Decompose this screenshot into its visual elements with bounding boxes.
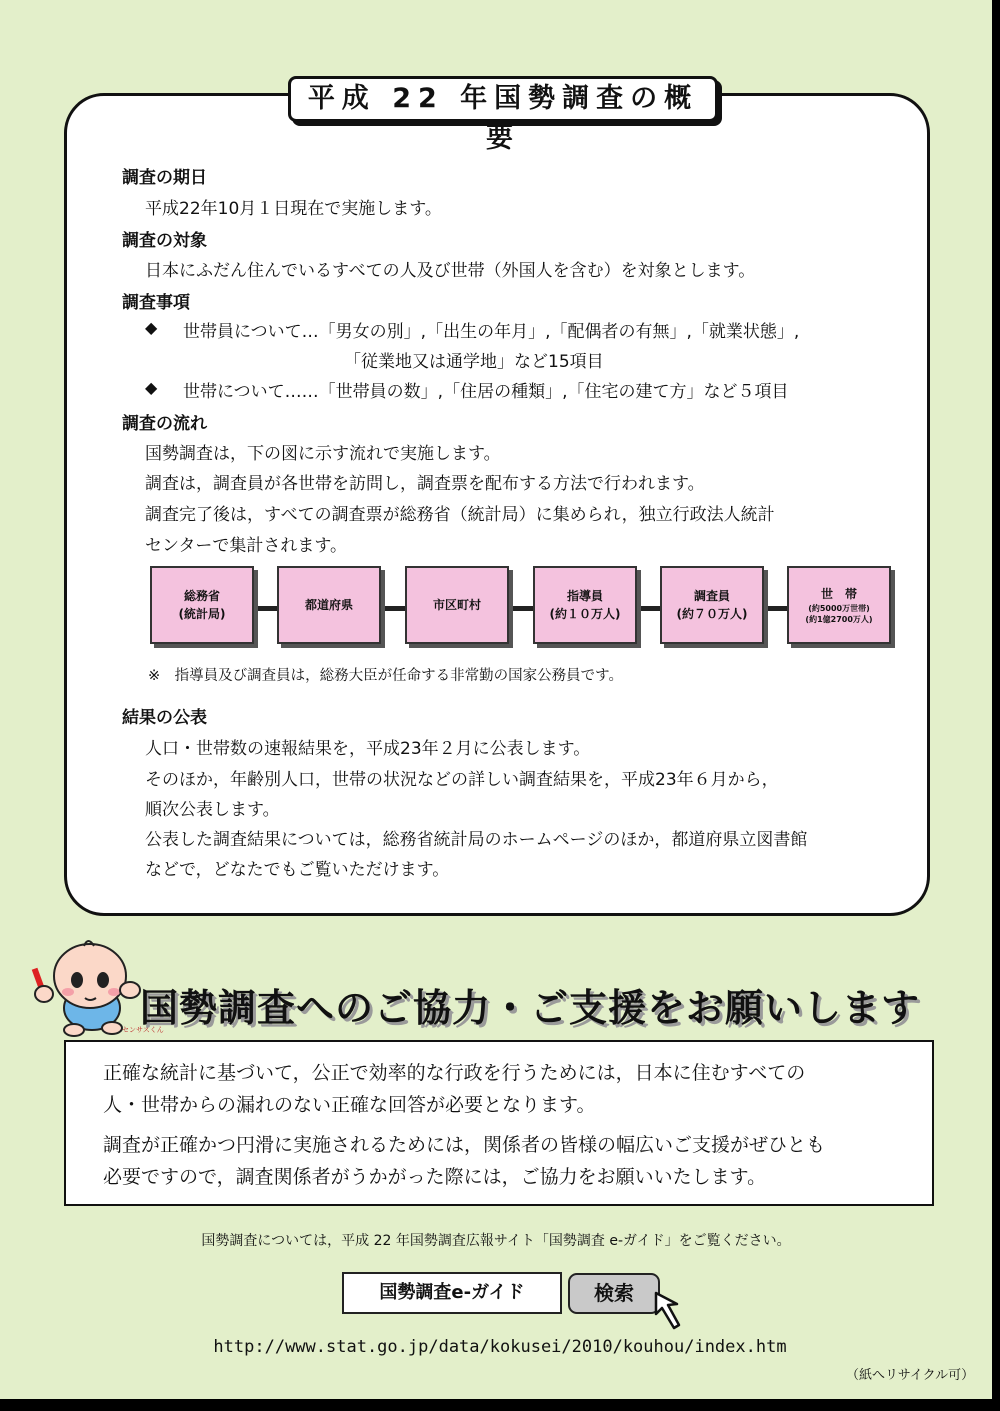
household-items-line: 世帯について……「世帯員の数」,「住居の種類」,「住宅の建て方」など５項目 — [183, 382, 789, 402]
flow-box-label: 市区町村 — [432, 598, 481, 612]
site-url[interactable]: http://www.stat.go.jp/data/kokusei/2010/kouhou/index.htm — [213, 1337, 787, 1357]
schedule-heading: 調査の期日 — [122, 168, 207, 188]
results-text: 順次公表します。 — [145, 800, 280, 820]
target-heading: 調査の対象 — [122, 231, 207, 251]
flow-box-supervisor — [533, 566, 637, 644]
results-heading: 結果の公表 — [122, 708, 207, 728]
schedule-text: 平成22年10月１日現在で実施します。 — [145, 199, 442, 219]
recycle-note: （紙へリサイクル可） — [846, 1368, 975, 1383]
flow-box-label: 総務省 — [183, 589, 220, 603]
flow-box-sub: (約１０万人) — [549, 607, 621, 621]
search-input[interactable]: 国勢調査e-ガイド — [342, 1272, 562, 1314]
message-text: 人・世帯からの漏れのない正確な回答が必要となります。 — [103, 1094, 596, 1116]
member-items-line2: 「従業地又は通学地」など15項目 — [344, 352, 604, 372]
diamond-bullet-icon: ◆ — [145, 318, 158, 337]
flow-box-label: 世 帯 — [820, 586, 857, 601]
flow-box-prefecture — [277, 566, 381, 644]
message-text: 調査が正確かつ円滑に実施されるためには，関係者の皆様の幅広いご支援がぜひとも — [103, 1134, 826, 1156]
results-text: 公表した調査結果については，総務省統計局のホームページのほか，都道府県立図書館 — [145, 830, 808, 850]
flow-box-label: 都道府県 — [304, 598, 353, 612]
message-box — [64, 1040, 934, 1206]
diamond-bullet-icon: ◆ — [145, 378, 158, 397]
page-title: 平成 22 年国勢調査の概要 — [288, 76, 718, 122]
flow-text: 国勢調査は，下の図に示す流れで実施します。 — [145, 444, 501, 464]
mascot-baby-icon — [30, 928, 164, 1038]
results-text: 人口・世帯数の速報結果を，平成23年２月に公表します。 — [145, 739, 591, 759]
flow-box-sub: (統計局) — [178, 607, 226, 621]
flow-box-municipality — [405, 566, 509, 644]
flow-box-sub: (約1億2700万人) — [805, 615, 873, 624]
items-heading: 調査事項 — [122, 293, 190, 313]
flow-text: 調査は，調査員が各世帯を訪問し，調査票を配布する方法で行われます。 — [145, 474, 705, 494]
flow-note: ※ 指導員及び調査員は，総務大臣が任命する非常勤の国家公務員です。 — [148, 668, 623, 684]
message-text: 正確な統計に基づいて，公正で効率的な行政を行うためには，日本に住むすべての — [103, 1062, 806, 1084]
slogan-headline: 国勢調査へのご協力・ご支援をお願いします — [140, 986, 921, 1030]
flow-connector — [170, 606, 870, 611]
flow-box-sub: (約７０万人) — [676, 607, 748, 621]
info-text: 国勢調査については，平成 22 年国勢調査広報サイト「国勢調査 e-ガイド」をご覧ください。 — [201, 1233, 791, 1249]
flow-box-enumerator — [660, 566, 764, 644]
mascot-label: センサスくん — [122, 1026, 164, 1034]
results-text: などで，どなたでもご覧いただけます。 — [145, 860, 450, 880]
mouse-cursor-icon — [652, 1290, 694, 1332]
target-text: 日本にふだん住んでいるすべての人及び世帯（外国人を含む）を対象とします。 — [145, 261, 756, 281]
search-button[interactable]: 検索 — [568, 1273, 660, 1314]
message-text: 必要ですので，調査関係者がうかがった際には，ご協力をお願いいたします。 — [103, 1166, 767, 1188]
flow-box-household — [787, 566, 891, 644]
results-text: そのほか，年齢別人口，世帯の状況などの詳しい調査結果を，平成23年６月から， — [145, 770, 779, 790]
flow-box-ministry — [150, 566, 254, 644]
flow-box-sub: (約5000万世帯) — [808, 603, 870, 613]
flow-box-label: 調査員 — [693, 589, 730, 603]
flow-heading: 調査の流れ — [122, 414, 207, 434]
member-items-line1: 世帯員について…「男女の別」,「出生の年月」,「配偶者の有無」,「就業状態」, — [183, 322, 800, 342]
flow-text: 調査完了後は，すべての調査票が総務省（統計局）に集められ，独立行政法人統計 — [145, 505, 775, 525]
flow-box-label: 指導員 — [566, 589, 603, 603]
flow-text: センターで集計されます。 — [145, 536, 347, 556]
